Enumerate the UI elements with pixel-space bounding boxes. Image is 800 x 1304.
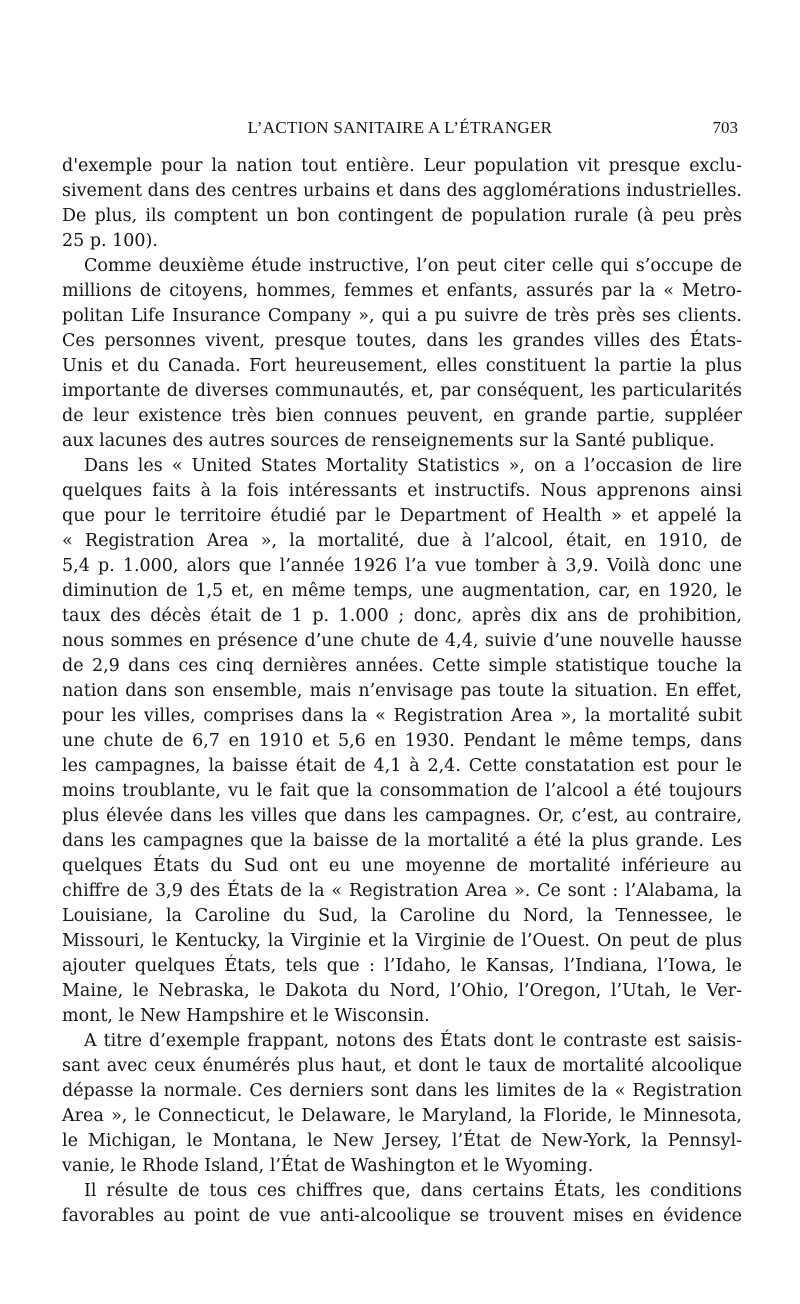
text-line: De plus, ils comptent un bon contingent de population rurale (à peu près	[62, 206, 742, 226]
text-line: plus élevée dans les villes que dans les campagnes. Or, c’est, au contraire,	[62, 806, 742, 826]
text-line: Comme deuxième étude instructive, l’on peut citer celle qui s’occupe de	[84, 256, 742, 276]
text-line: moins troublante, vu le fait que la consommation de l’alcool a été toujours	[62, 781, 742, 801]
text-line: 25 p. 100).	[62, 231, 158, 251]
text-line: Area », le Connecticut, le Delaware, le Maryland, la Floride, le Minnesota,	[62, 1106, 742, 1126]
text-line: Maine, le Nebraska, le Dakota du Nord, l’Ohio, l’Oregon, l’Utah, le Ver-	[62, 981, 742, 1001]
text-line: Louisiane, la Caroline du Sud, la Caroline du Nord, la Tennessee, le	[62, 906, 742, 926]
text-line: Dans les « United States Mortality Statistics », on a l’occasion de lire	[84, 456, 742, 476]
page-number: 703	[712, 118, 738, 137]
text-line: ajouter quelques États, tels que : l’Idaho, le Kansas, l’Indiana, l’Iowa, le	[62, 956, 742, 976]
text-line: diminution de 1,5 et, en même temps, une augmentation, car, en 1920, le	[62, 581, 742, 601]
text-line: Unis et du Canada. Fort heureusement, elles constituent la partie la plus	[62, 356, 742, 376]
text-line: Missouri, le Kentucky, la Virginie et la Virginie de l’Ouest. On peut de plus	[62, 931, 742, 951]
text-line: de 2,9 dans ces cinq dernières années. Cette simple statistique touche la	[62, 656, 742, 676]
text-line: taux des décès était de 1 p. 1.000 ; donc, après dix ans de prohibition,	[62, 606, 742, 626]
text-line: dans les campagnes que la baisse de la mortalité a été la plus grande. Les	[62, 831, 742, 851]
text-line: A titre d’exemple frappant, notons des États dont le contraste est saisis-	[84, 1031, 742, 1051]
text-line: « Registration Area », la mortalité, due à l’alcool, était, en 1910, de	[62, 531, 742, 551]
text-line: pour les villes, comprises dans la « Registration Area », la mortalité subit	[62, 706, 742, 726]
text-line: d'exemple pour la nation tout entière. Leur population vit presque exclu-	[62, 156, 742, 176]
text-line: Il résulte de tous ces chiffres que, dans certains États, les conditions	[84, 1181, 742, 1201]
text-line: de leur existence très bien connues peuvent, en grande partie, suppléer	[62, 406, 742, 426]
text-line: quelques États du Sud ont eu une moyenne de mortalité inférieure au	[62, 856, 742, 876]
text-line: une chute de 6,7 en 1910 et 5,6 en 1930. Pendant le même temps, dans	[62, 731, 742, 751]
running-title: L’ACTION SANITAIRE A L’ÉTRANGER	[247, 118, 553, 137]
text-line: importante de diverses communautés, et, par conséquent, les particularités	[62, 381, 742, 401]
text-line: quelques faits à la fois intéressants et instructifs. Nous apprenons ainsi	[62, 481, 742, 501]
text-line: sivement dans des centres urbains et dans des agglomérations industrielles.	[62, 181, 742, 201]
text-line: le Michigan, le Montana, le New Jersey, l’État de New-York, la Pennsyl-	[62, 1131, 742, 1151]
text-line: mont, le New Hampshire et le Wisconsin.	[62, 1006, 430, 1026]
text-line: aux lacunes des autres sources de renseignements sur la Santé publique.	[62, 431, 715, 451]
text-line: nation dans son ensemble, mais n’envisage pas toute la situation. En effet,	[62, 681, 742, 701]
text-line: favorables au point de vue anti-alcoolique se trouvent mises en évidence	[62, 1206, 742, 1226]
text-line: Ces personnes vivent, presque toutes, dans les grandes villes des États-	[62, 331, 742, 351]
text-line: 5,4 p. 1.000, alors que l’année 1926 l’a vue tomber à 3,9. Voilà donc une	[62, 556, 742, 576]
text-line: dépasse la normale. Ces derniers sont dans les limites de la « Registration	[62, 1081, 742, 1101]
text-line: nous sommes en présence d’une chute de 4,4, suivie d’une nouvelle hausse	[62, 631, 742, 651]
page-header	[58, 118, 742, 148]
body-text	[62, 154, 742, 1229]
text-line: millions de citoyens, hommes, femmes et enfants, assurés par la « Metro-	[62, 281, 742, 301]
text-line: vanie, le Rhode Island, l’État de Washington et le Wyoming.	[62, 1156, 594, 1176]
text-line: que pour le territoire étudié par le Department of Health » et appelé la	[62, 506, 742, 526]
text-line: politan Life Insurance Company », qui a pu suivre de très près ses clients.	[62, 306, 742, 326]
text-line: les campagnes, la baisse était de 4,1 à 2,4. Cette constatation est pour le	[62, 756, 742, 776]
text-line: sant avec ceux énumérés plus haut, et dont le taux de mortalité alcoolique	[62, 1056, 742, 1076]
text-line: chiffre de 3,9 des États de la « Registration Area ». Ce sont : l’Alabama, la	[62, 881, 742, 901]
